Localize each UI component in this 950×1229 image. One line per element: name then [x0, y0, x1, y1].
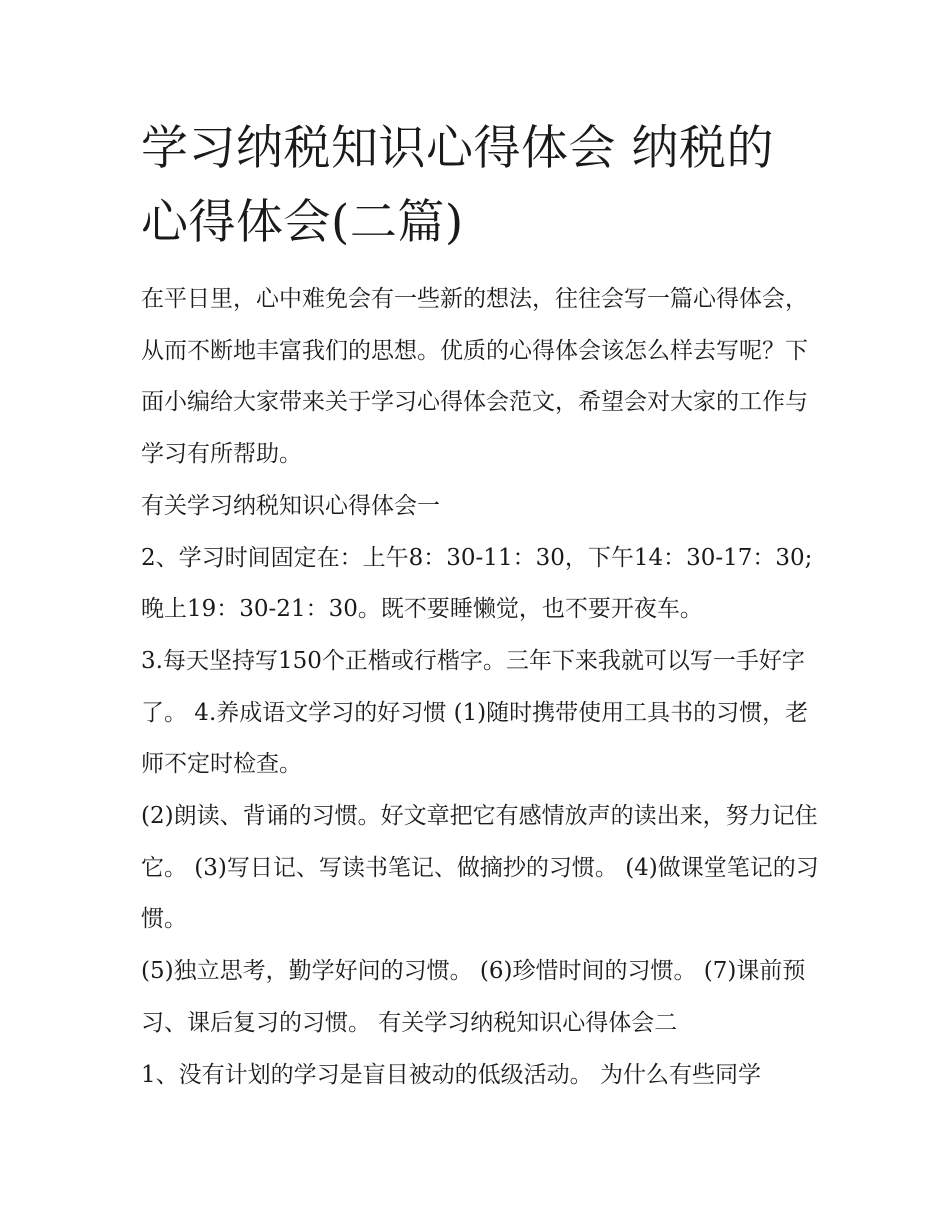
section-heading-one: 有关学习纳税知识心得体会一	[141, 492, 440, 519]
thinking-habits-paragraph: (5)独立思考，勤学好问的习惯。 (6)珍惜时间的习惯。 (7)课前预习、课后复习的习惯。 有关学习纳税知识心得体会二	[141, 958, 806, 1036]
document-page	[141, 112, 821, 1101]
handwriting-paragraph: 3.每天坚持写150个正楷或行楷字。三年下来我就可以写一手好字了。 4.养成语文学习的好习惯 (1)随时携带使用工具书的习惯，老师不定时检查。	[141, 647, 809, 778]
reading-habits-paragraph: (2)朗读、背诵的习惯。好文章把它有感情放声的读出来，努力记住它。 (3)写日记、写读书笔记、做摘抄的习惯。 (4)做课堂笔记的习惯。	[141, 803, 819, 933]
intro-paragraph: 在平日里，心中难免会有一些新的想法，往往会写一篇心得体会，从而不断地丰富我们的思想。优质的心得体会该怎么样去写呢？下面小编给大家带来关于学习心得体会范文，希望会对大家的工作与学习有所帮助。	[141, 286, 808, 468]
study-time-paragraph: 2、学习时间固定在：上午8：30-11：30，下午14：30-17：30;晚上19：30-21：30。既不要睡懒觉，也不要开夜车。	[141, 544, 813, 623]
document-title: 学习纳税知识心得体会 纳税的心得体会(二篇)	[141, 121, 774, 250]
planning-paragraph: 1、没有计划的学习是盲目被动的低级活动。 为什么有些同学	[141, 1061, 761, 1088]
